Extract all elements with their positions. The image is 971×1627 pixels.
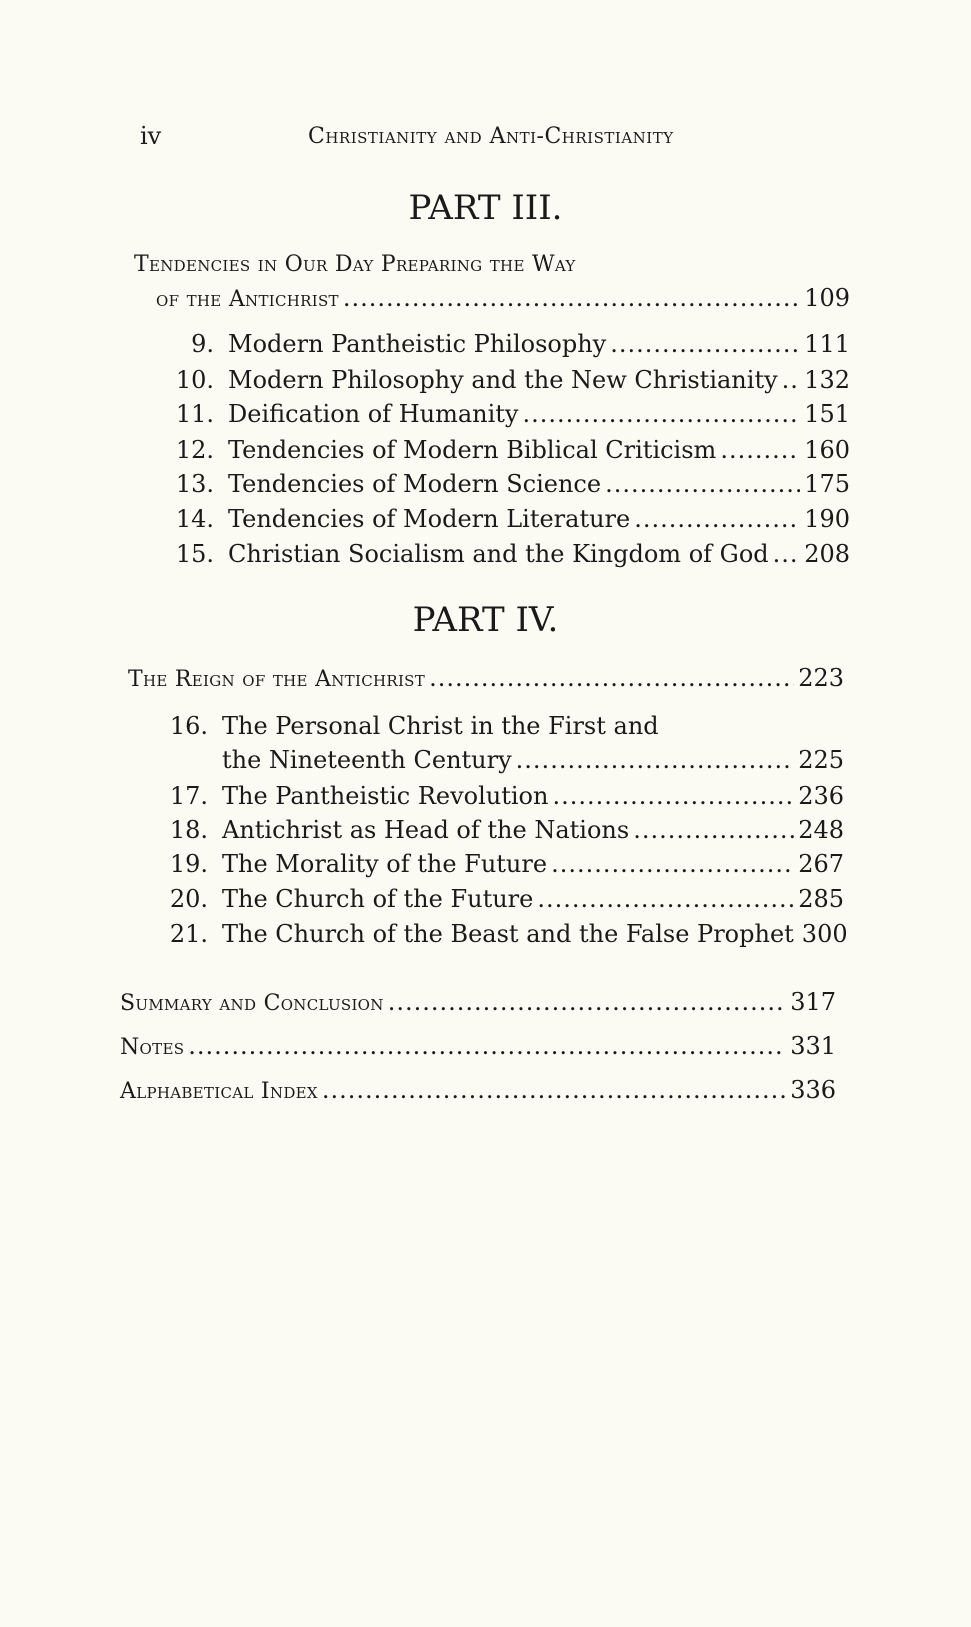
leader-dots [516, 746, 795, 774]
part-3-heading: PART III. [408, 188, 563, 228]
part-3-section-title-line2: of the Antichrist [156, 287, 339, 312]
leader-dots [537, 885, 794, 913]
leader-dots [720, 436, 800, 464]
page-number: 248 [798, 816, 844, 844]
leader-dots [322, 1076, 786, 1104]
toc-entry-index[interactable] [120, 1076, 836, 1104]
chapter-number: 9. [191, 330, 214, 358]
toc-entry-chapter-13[interactable] [160, 470, 850, 498]
page-number: 285 [798, 885, 844, 913]
chapter-title: The Church of the Future [222, 885, 534, 913]
toc-entry-chapter-18[interactable] [160, 816, 844, 844]
chapter-number: 15. [175, 540, 214, 568]
toc-entry-chapter-11[interactable] [160, 400, 850, 428]
leader-dots [782, 366, 801, 394]
leader-dots [633, 816, 794, 844]
toc-entry-summary[interactable] [120, 988, 836, 1016]
page-number: 111 [804, 330, 850, 358]
page-number: 208 [804, 540, 850, 568]
toc-entry-notes[interactable] [120, 1032, 836, 1060]
page-folio: iv [140, 122, 162, 150]
part-4-heading: PART IV. [412, 600, 559, 640]
leader-dots [552, 782, 794, 810]
toc-entry-chapter-19[interactable] [160, 850, 844, 878]
running-head [140, 122, 871, 162]
leader-dots [551, 850, 794, 878]
leader-dots [522, 400, 800, 428]
back-matter-title: Notes [120, 1035, 185, 1060]
toc-entry-chapter-14[interactable] [160, 505, 850, 533]
chapter-number: 10. [175, 366, 214, 394]
part-4-section-title: The Reign of the Antichrist [128, 667, 426, 692]
toc-entry-chapter-16-line2[interactable] [222, 746, 844, 774]
chapter-number: 20. [169, 885, 208, 913]
leader-dots [388, 988, 786, 1016]
chapter-number: 11. [175, 400, 214, 428]
chapter-title: Modern Pantheistic Philosophy [228, 330, 607, 358]
chapter-title: Antichrist as Head of the Nations [222, 816, 630, 844]
toc-entry-chapter-12[interactable] [160, 436, 850, 464]
chapter-title: Tendencies of Modern Science [228, 470, 602, 498]
chapter-number: 18. [169, 816, 208, 844]
toc-entry-part-4[interactable] [128, 664, 844, 692]
page-number: 267 [798, 850, 844, 878]
toc-entry-chapter-20[interactable] [160, 885, 844, 913]
chapter-number: 12. [175, 436, 214, 464]
book-title: Christianity and Anti-Christianity [308, 124, 674, 149]
page-number: 223 [798, 664, 844, 692]
chapter-title-line2: the Nineteenth Century [222, 746, 512, 774]
page-number: 336 [790, 1076, 836, 1104]
chapter-number: 13. [175, 470, 214, 498]
chapter-title: Modern Philosophy and the New Christianity [228, 366, 778, 394]
chapter-number: 21. [169, 920, 208, 948]
chapter-title: The Church of the Beast and the False Prophet [222, 920, 794, 948]
chapter-title: Tendencies of Modern Biblical Criticism [228, 436, 717, 464]
page-number: 317 [790, 988, 836, 1016]
back-matter-title: Summary and Conclusion [120, 991, 384, 1016]
chapter-title: The Morality of the Future [222, 850, 548, 878]
page-number: 109 [804, 284, 850, 312]
page-number: 225 [798, 746, 844, 774]
chapter-title: Deification of Humanity [228, 400, 519, 428]
chapter-title: The Pantheistic Revolution [222, 782, 549, 810]
page-number: 331 [790, 1032, 836, 1060]
chapter-title: Tendencies of Modern Literature [228, 505, 631, 533]
toc-entry-chapter-21[interactable] [160, 920, 848, 948]
toc-entry-chapter-15[interactable] [160, 540, 850, 568]
leader-dots [429, 664, 794, 692]
page-number: 160 [804, 436, 850, 464]
chapter-number: 16. [169, 712, 208, 740]
toc-entry-chapter-17[interactable] [160, 782, 844, 810]
back-matter-title: Alphabetical Index [120, 1079, 318, 1104]
page-number: 132 [804, 366, 850, 394]
leader-dots [634, 505, 800, 533]
toc-entry-chapter-10[interactable] [160, 366, 850, 394]
chapter-number: 14. [175, 505, 214, 533]
leader-dots [773, 540, 801, 568]
chapter-number: 17. [169, 782, 208, 810]
leader-dots [343, 284, 800, 312]
toc-entry-chapter-16-line1[interactable] [160, 712, 844, 740]
leader-dots [188, 1032, 786, 1060]
page-number: 236 [798, 782, 844, 810]
chapter-title: Christian Socialism and the Kingdom of God [228, 540, 769, 568]
page-number: 300 [801, 920, 848, 948]
toc-entry-part-3[interactable] [156, 284, 850, 312]
page-number: 175 [804, 470, 850, 498]
chapter-title-line1: The Personal Christ in the First and [222, 712, 659, 740]
toc-entry-chapter-9[interactable] [160, 330, 850, 358]
chapter-number: 19. [169, 850, 208, 878]
page-number: 151 [804, 400, 850, 428]
leader-dots [605, 470, 800, 498]
leader-dots [610, 330, 800, 358]
part-3-section-title-line1: Tendencies in Our Day Preparing the Way [134, 252, 576, 277]
page-number: 190 [804, 505, 850, 533]
